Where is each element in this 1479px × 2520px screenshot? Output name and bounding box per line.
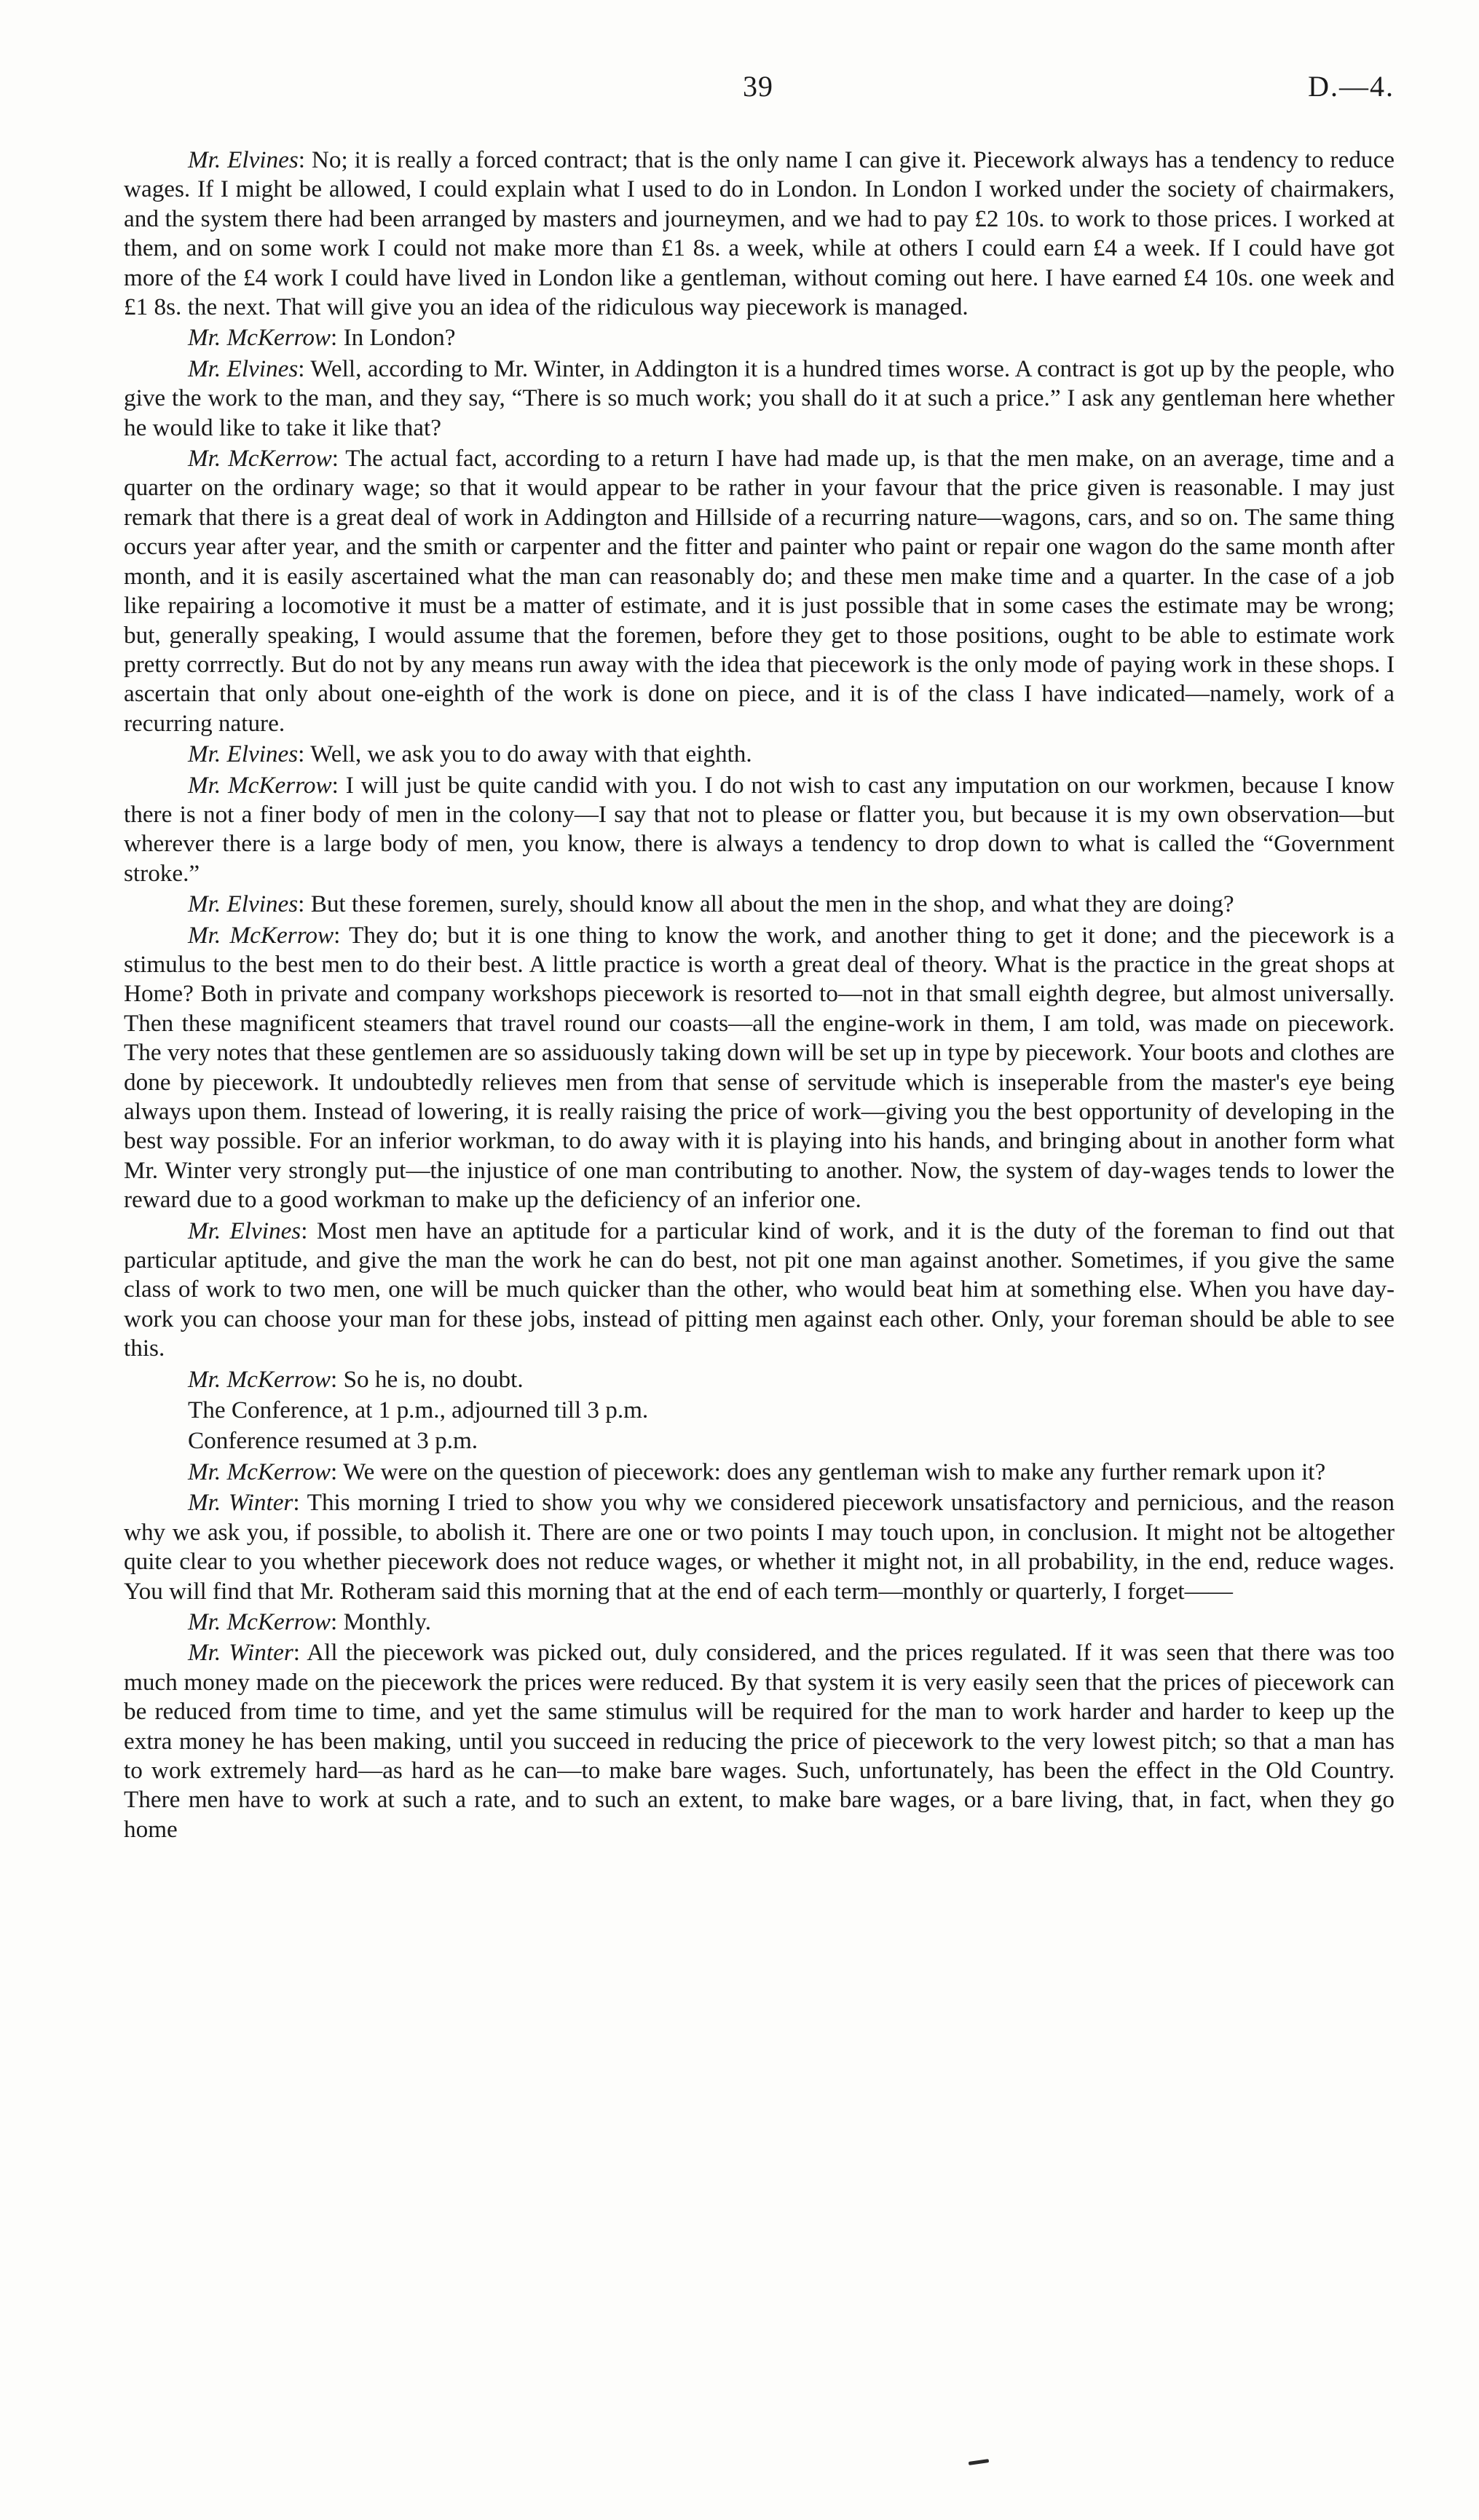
- speech-text: Well, according to Mr. Winter, in Addington it is a hundred times worse. A contract is got up by the people, who give the work to the man, and they say, “There is so much work; you shall do it at such a price.” I ask any gentleman here whether he would like to take it like that?: [124, 355, 1395, 441]
- speaker-name: Mr. McKerrow: [188, 1608, 331, 1635]
- page-number: 39: [743, 70, 773, 103]
- print-speck: [969, 2459, 989, 2465]
- speech-text: Most men have an aptitude for a particular kind of work, and it is the duty of the foreman to find out that particular aptitude, and give the man the work he can do best, not pit one man against another. Sometimes, if you give the same class of work to two men, one will be much quicker than the other, who would beat him at something else. When you have day-work you can choose your man for these jobs, instead of pitting men against each other. Only, your foreman should be able to see this.: [124, 1217, 1395, 1362]
- paragraph: Mr. McKerrow: So he is, no doubt.: [188, 1365, 524, 1393]
- procedural-note: [124, 1426, 1395, 1455]
- speech-text: I will just be quite candid with you. I do not wish to cast any imputation on our workmen, because I know there is not a finer body of men in the colony—I say that not to please or flatter you, but because it is my own observation—but wherever there is a large body of men, you know, there is always a tendency to drop down to what is called the “Government stroke.”: [124, 771, 1395, 887]
- speech-text: We were on the question of piecework: does any gentleman wish to make any further remark upon it?: [342, 1458, 1326, 1485]
- paragraph: Mr. Elvines: But these foremen, surely, should know all about the men in the shop, and what they are doing?: [188, 890, 1234, 918]
- speech-text: Well, we ask you to do away with that eighth.: [310, 740, 752, 768]
- speaker-name: Mr. Winter: [188, 1639, 293, 1667]
- transcript-body: [124, 146, 1395, 1846]
- speech-text: In London?: [343, 324, 456, 352]
- page-header: [167, 69, 1395, 113]
- speech-text: Monthly.: [343, 1608, 432, 1635]
- paragraph: Mr. Elvines: Most men have an aptitude for a particular kind of work, and it is the duty of the foreman to find out that particular aptitude, and give the man the work he can do best, not pit one man against another. Sometimes, if you give the same class of work to two men, one will be much quicker than the other, who would beat him at something else. When you have day-work you can choose your man for these jobs, instead of pitting men against each other. Only, your foreman should be able to see this.: [124, 1217, 1395, 1362]
- speaker-name: Mr. Elvines: [188, 146, 299, 173]
- document-reference: D.—4.: [1308, 70, 1395, 103]
- speaker-name: Mr. Elvines: [188, 890, 299, 918]
- speech-text: This morning I tried to show you why we considered piecework unsatisfactory and pernicious, and the reason why we ask you, if possible, to abolish it. There are one or two points I may touch upon, in conclusion. It might not be altogether quite clear to you whether piecework does not reduce wages, or whether it might not, in all probability, in the end, reduce wages. You will find that Mr. Rotheram said this morning that at the end of each term—monthly or quarterly, I forget——: [124, 1489, 1395, 1605]
- speaker-name: Mr. Winter: [188, 1489, 293, 1517]
- speech-text: They do; but it is one thing to know the work, and another thing to get it done; and the piecework is a stimulus to the best men to do their best. A little practice is worth a great deal of theory. What is the practice in the great shops at Home? Both in private and company workshops piecework is resorted to—not in that small eighth degree, but almost universally. Then these magnificent steamers that travel round our coasts—all the engine-work in them, I am told, was made on piecework. The very notes that these gentlemen are so assiduously taking down will be set up in type by piecework. Your boots and clothes are done by piecework. It undoubtedly relieves men from that sense of servitude which is inseperable from the master's eye being always upon them. Instead of lowering, it is really raising the price of work—giving you the best opportunity of developing in the best way possible. For an inferior workman, to do away with it is playing into his hands, and bringing about in another form what Mr. Winter very strongly put—the injustice of one man contributing to another. Now, the system of day-wages tends to lower the reward due to a good workman to make up the deficiency of an inferior one.: [124, 921, 1395, 1214]
- note-text: The Conference, at 1 p.m., adjourned till 3 p.m.: [188, 1397, 649, 1424]
- paragraph: Mr. Elvines: Well, we ask you to do away with that eighth.: [188, 740, 752, 768]
- paragraph: Mr. McKerrow: In London?: [188, 324, 456, 352]
- paragraph: Mr. Elvines: Well, according to Mr. Winter, in Addington it is a hundred times worse. A contract is got up by the people, who give the work to the man, and they say, “There is so much work; you shall do it at such a price.” I ask any gentleman here whether he would like to take it like that?: [124, 355, 1395, 441]
- speech-text: All the piecework was picked out, duly considered, and the prices regulated. If it was seen that there was too much money made on the piecework the prices were reduced. By that system it is very easily seen that the prices of piecework can be reduced from time to time, and yet the same stimulus will be required for the man to work harder and harder to keep up the extra money he has been making, until you succeed in reducing the price of piecework to the very lowest pitch; so that a man has to work extremely hard—as hard as he can—to make bare wages. Such, unfortunately, has been the effect in the Old Country. There men have to work at such a rate, and to such an extent, to make bare wages, or a bare living, that, in fact, when they go home: [124, 1639, 1395, 1843]
- speech-text: The actual fact, according to a return I have had made up, is that the men make, on an average, time and a quarter on the ordinary wage; so that it would appear to be rather in your favour that the price given is reasonable. I may just remark that there is a great deal of work in Addington and Hillside of a recurring nature—wagons, cars, and so on. The same thing occurs year after year, and the smith or carpenter and the fitter and painter who paint or repair one wagon do the same month after month, and it is easily ascertained what the man can reasonably do; and these men make time and a quarter. In the case of a job like repairing a locomotive it must be a matter of estimate, and it is just possible that in some cases the estimate may be wrong; but, generally speaking, I would assume that the foremen, before they get to those positions, ought to be able to estimate work pretty corrrectly. But do not by any means run away with the idea that piecework is the only mode of paying work in these shops. I ascertain that only about one-eighth of the work is done on piece, and it is of the class I have indicated—namely, work of a recurring nature.: [124, 445, 1395, 737]
- speaker-name: Mr. McKerrow: [188, 1365, 331, 1393]
- paragraph: Mr. McKerrow: They do; but it is one thing to know the work, and another thing to get it done; and the piecework is a stimulus to the best men to do their best. A little practice is worth a great deal of theory. What is the practice in the great shops at Home? Both in private and company workshops piecework is resorted to—not in that small eighth degree, but almost universally. Then these magnificent steamers that travel round our coasts—all the engine-work in them, I am told, was made on piecework. The very notes that these gentlemen are so assiduously taking down will be set up in type by piecework. Your boots and clothes are done by piecework. It undoubtedly relieves men from that sense of servitude which is inseperable from the master's eye being always upon them. Instead of lowering, it is really raising the price of work—giving you the best opportunity of developing in the best way possible. For an inferior workman, to do away with it is playing into his hands, and bringing about in another form what Mr. Winter very strongly put—the injustice of one man contributing to another. Now, the system of day-wages tends to lower the reward due to a good workman to make up the deficiency of an inferior one.: [124, 921, 1395, 1214]
- paragraph: Mr. McKerrow: We were on the question of piecework: does any gentleman wish to make any further remark upon it?: [188, 1458, 1326, 1485]
- speaker-name: Mr. McKerrow: [188, 771, 332, 799]
- paragraph: Mr. Elvines: No; it is really a forced contract; that is the only name I can give it. Piecework always has a tendency to reduce wages. If I might be allowed, I could explain what I used to do in London. In London I worked under the society of chairmakers, and the system there had been arranged by masters and journeymen, and we had to pay £2 10s. to work to those prices. I worked at them, and on some work I could not make more than £1 8s. a week, while at others I could earn £4 a week. If I could have got more of the £4 work I could have lived in London like a gentleman, without coming out here. I have earned £4 10s. one week and £1 8s. the next. That will give you an idea of the ridiculous way piecework is managed.: [124, 146, 1395, 321]
- speaker-name: Mr. McKerrow: [188, 445, 332, 473]
- speaker-name: Mr. McKerrow: [188, 324, 331, 352]
- speech-text: So he is, no doubt.: [343, 1365, 524, 1393]
- paragraph: Mr. McKerrow: Monthly.: [188, 1608, 432, 1635]
- speaker-name: Mr. Elvines: [188, 355, 299, 382]
- note-text: Conference resumed at 3 p.m.: [188, 1427, 478, 1455]
- speaker-name: Mr. McKerrow: [188, 1458, 331, 1485]
- paragraph: Mr. McKerrow: I will just be quite candid with you. I do not wish to cast any imputation on our workmen, because I know there is not a finer body of men in the colony—I say that not to please or flatter you, but because it is my own observation—but wherever there is a large body of men, you know, there is always a tendency to drop down to what is called the “Government stroke.”: [124, 771, 1395, 887]
- speech-text: No; it is really a forced contract; that is the only name I can give it. Piecework always has a tendency to reduce wages. If I might be allowed, I could explain what I used to do in London. In London I worked under the society of chairmakers, and the system there had been arranged by masters and journeymen, and we had to pay £2 10s. to work to those prices. I worked at them, and on some work I could not make more than £1 8s. a week, while at others I could earn £4 a week. If I could have got more of the £4 work I could have lived in London like a gentleman, without coming out here. I have earned £4 10s. one week and £1 8s. the next. That will give you an idea of the ridiculous way piecework is managed.: [124, 146, 1395, 321]
- paragraph: Mr. Winter: This morning I tried to show you why we considered piecework unsatisfactory and pernicious, and the reason why we ask you, if possible, to abolish it. There are one or two points I may touch upon, in conclusion. It might not be altogether quite clear to you whether piecework does not reduce wages, or whether it might not, in all probability, in the end, reduce wages. You will find that Mr. Rotheram said this morning that at the end of each term—monthly or quarterly, I forget——: [124, 1489, 1395, 1605]
- paragraph: Mr. Winter: All the piecework was picked out, duly considered, and the prices regulated. If it was seen that there was too much money made on the piecework the prices were reduced. By that system it is very easily seen that the prices of piecework can be reduced from time to time, and yet the same stimulus will be required for the man to work harder and harder to keep up the extra money he has been making, until you succeed in reducing the price of piecework to the very lowest pitch; so that a man has to work extremely hard—as hard as he can—to make bare wages. Such, unfortunately, has been the effect in the Old Country. There men have to work at such a rate, and to such an extent, to make bare wages, or a bare living, that, in fact, when they go home: [124, 1639, 1395, 1843]
- speaker-name: Mr. McKerrow: [188, 921, 334, 949]
- procedural-note: [124, 1396, 1395, 1425]
- speech-text: But these foremen, surely, should know all about the men in the shop, and what they are doing?: [310, 890, 1234, 918]
- speaker-name: Mr. Elvines: [188, 740, 299, 768]
- paragraph: Mr. McKerrow: The actual fact, according to a return I have had made up, is that the men make, on an average, time and a quarter on the ordinary wage; so that it would appear to be rather in your favour that the price given is reasonable. I may just remark that there is a great deal of work in Addington and Hillside of a recurring nature—wagons, cars, and so on. The same thing occurs year after year, and the smith or carpenter and the fitter and painter who paint or repair one wagon do the same month after month, and it is easily ascertained what the man can reasonably do; and these men make time and a quarter. In the case of a job like repairing a locomotive it must be a matter of estimate, and it is just possible that in some cases the estimate may be wrong; but, generally speaking, I would assume that the foremen, before they get to those positions, ought to be able to estimate work pretty corrrectly. But do not by any means run away with the idea that piecework is the only mode of paying work in these shops. I ascertain that only about one-eighth of the work is done on piece, and it is of the class I have indicated—namely, work of a recurring nature.: [124, 445, 1395, 737]
- speaker-name: Mr. Elvines: [188, 1217, 301, 1244]
